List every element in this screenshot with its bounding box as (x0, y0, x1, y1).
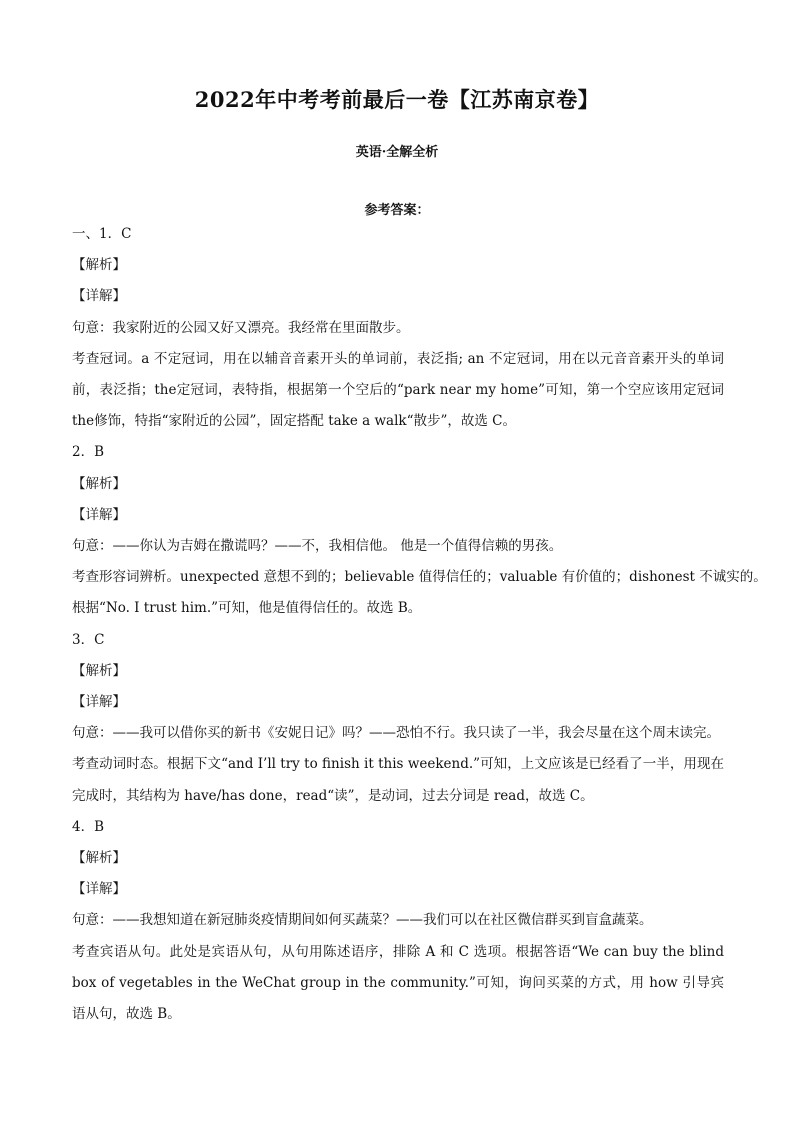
text-line: 【详解】 (72, 694, 126, 711)
text-line: 【解析】 (72, 850, 126, 867)
answers-heading: 参考答案： (364, 203, 430, 218)
text-line: 【解析】 (72, 257, 126, 274)
text-line: 考查形容词辨析。unexpected 意想不到的；believable 值得信任的；valuable 有价值的；dishonest 不诚实的。 (72, 569, 767, 586)
text-line: 考查动词时态。根据下文“and I’ll try to finish it this weekend.”可知，上文应该是已经看了一半，用现在完成时，其结构为 have/has done，read“读”，是动词，过去分词是 read，故选 C。 (72, 756, 724, 804)
text-line: 一、1．C (72, 226, 132, 242)
document-subtitle: 英语·全解全析 (355, 145, 439, 160)
text-line: 考查宾语从句。此处是宾语从句，从句用陈述语序，排除 A 和 C 选项。根据答语“We can buy the blind box of vegetables in the WeChat group in the community.”可知，询问买菜的方式，用 how 引导宾语从句，故选 B。 (72, 943, 724, 1023)
answer-body (72, 219, 767, 1030)
text-line: 根据“No. I trust him.”可知，他是值得信任的。故选 B。 (72, 600, 422, 617)
text-line: 句意：——我可以借你买的新书《安妮日记》吗？——恐怕不行。我只读了一半，我会尽量在这个周末读完。 (72, 725, 720, 742)
document-title: 2022年中考考前最后一卷【江苏南京卷】 (194, 87, 600, 112)
text-line: 【解析】 (72, 662, 126, 679)
text-line: 句意：——你认为吉姆在撒谎吗？——不，我相信他。 他是一个值得信赖的男孩。 (72, 538, 563, 555)
text-line: 考查冠词。a 不定冠词，用在以辅音音素开头的单词前，表泛指; an 不定冠词，用在以元音音素开头的单词前，表泛指；the定冠词，表特指，根据第一个空后的“park near my home”可知，第一个空应该用定冠词 the修饰，特指“家附近的公园”，固定搭配 take a walk“散步”，故选 C。 (72, 350, 724, 430)
text-line: 3．C (72, 631, 105, 648)
text-line: 【详解】 (72, 506, 126, 523)
text-line: 【解析】 (72, 475, 126, 492)
text-line: 句意：我家附近的公园又好又漂亮。我经常在里面散步。 (72, 319, 410, 336)
text-line: 【详解】 (72, 881, 126, 898)
text-line: 4．B (72, 818, 105, 835)
text-line: 【详解】 (72, 288, 126, 305)
text-line: 句意：——我想知道在新冠肺炎疫情期间如何买蔬菜？——我们可以在社区微信群买到盲盒蔬菜。 (72, 912, 653, 929)
text-line: 2．B (72, 444, 105, 461)
